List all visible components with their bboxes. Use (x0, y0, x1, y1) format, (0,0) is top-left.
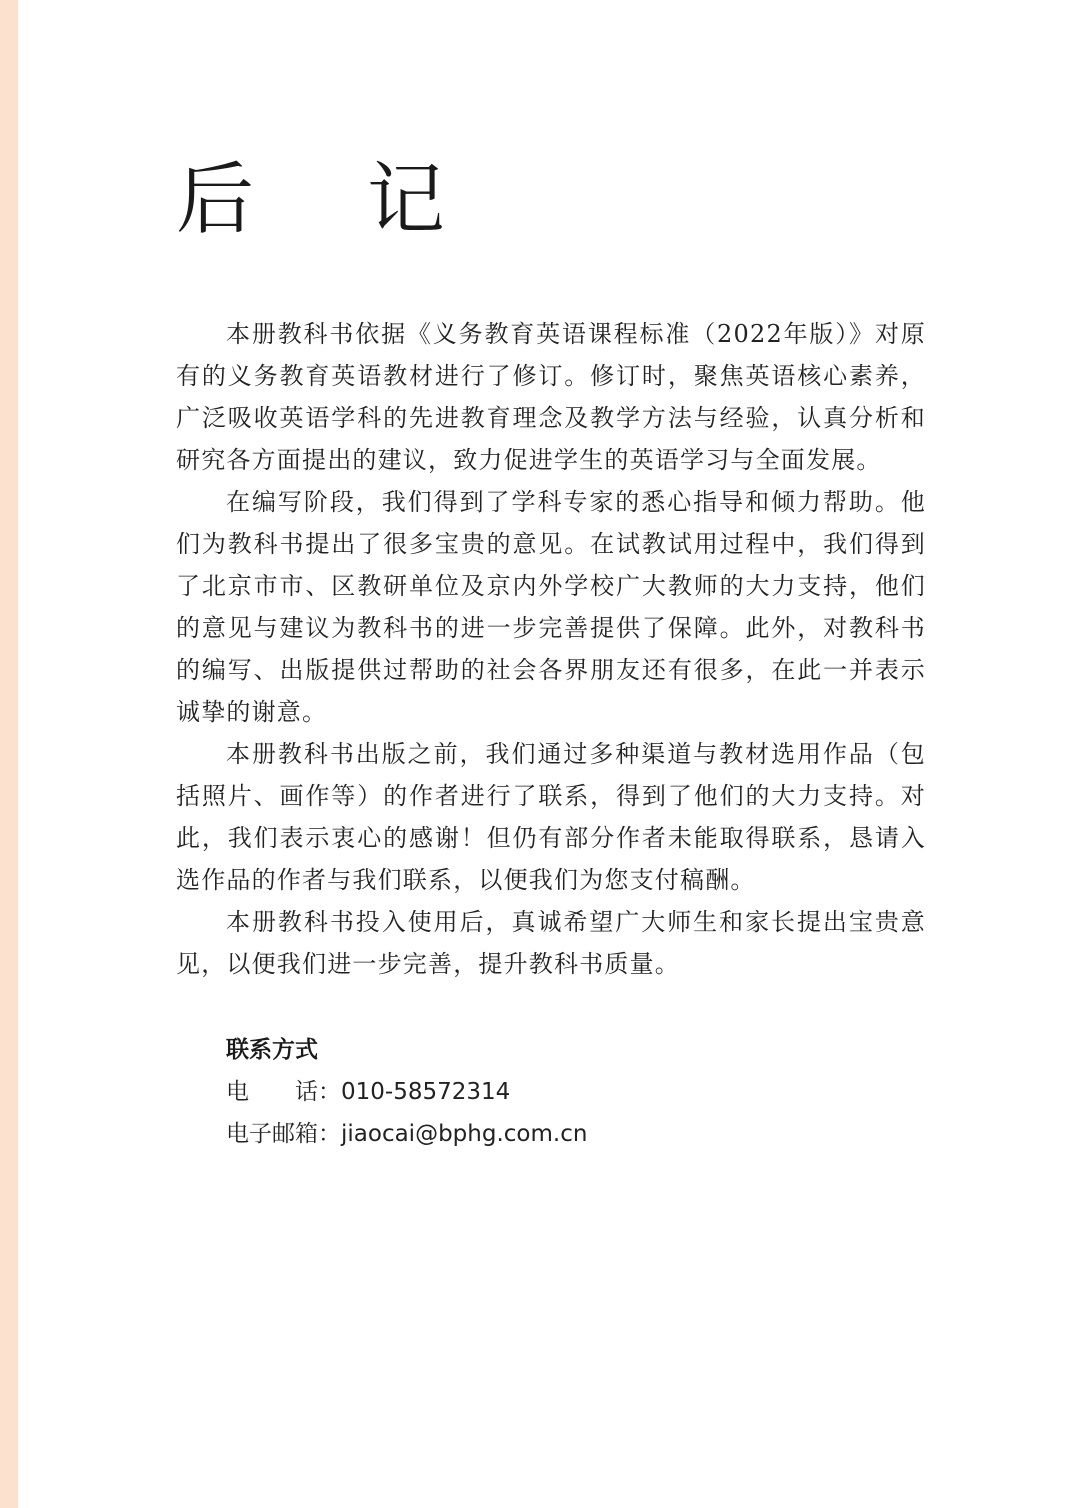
contact-heading: 联系方式 (226, 1037, 318, 1063)
contact-email-line (226, 1113, 826, 1155)
afterword-body (176, 313, 926, 985)
contact-info (226, 1029, 826, 1155)
email-label: 电子邮箱： (226, 1121, 341, 1147)
phone-label: 电 话： (226, 1079, 341, 1105)
paragraph-3: 本册教科书出版之前，我们通过多种渠道与教材选用作品（包括照片、画作等）的作者进行了联系，得到了他们的大力支持。对此，我们表示衷心的感谢！但仍有部分作者未能取得联系，恳请入选作品的作者与我们联系，以便我们为您支付稿酬。 (176, 740, 926, 894)
paragraph-2: 在编写阶段，我们得到了学科专家的悉心指导和倾力帮助。他们为教科书提出了很多宝贵的意见。在试教试用过程中，我们得到了北京市市、区教研单位及京内外学校广大教师的大力支持，他们的意见与建议为教科书的进一步完善提供了保障。此外，对教科书的编写、出版提供过帮助的社会各界朋友还有很多，在此一并表示诚挚的谢意。 (176, 488, 926, 726)
phone-number: 010-58572314 (341, 1079, 511, 1105)
paragraph-1: 本册教科书依据《义务教育英语课程标准（2022年版）》对原有的义务教育英语教材进行了修订。修订时，聚焦英语核心素养，广泛吸收英语学科的先进教育理念及教学方法与经验，认真分析和研究各方面提出的建议，致力促进学生的英语学习与全面发展。 (176, 320, 926, 474)
side-color-strip (0, 0, 18, 1508)
contact-phone-line (226, 1071, 826, 1113)
page-title: 后 记 (176, 155, 489, 245)
email-address: jiaocai@bphg.com.cn (341, 1121, 588, 1147)
paragraph-4: 本册教科书投入使用后，真诚希望广大师生和家长提出宝贵意见，以便我们进一步完善，提升教科书质量。 (176, 908, 926, 978)
